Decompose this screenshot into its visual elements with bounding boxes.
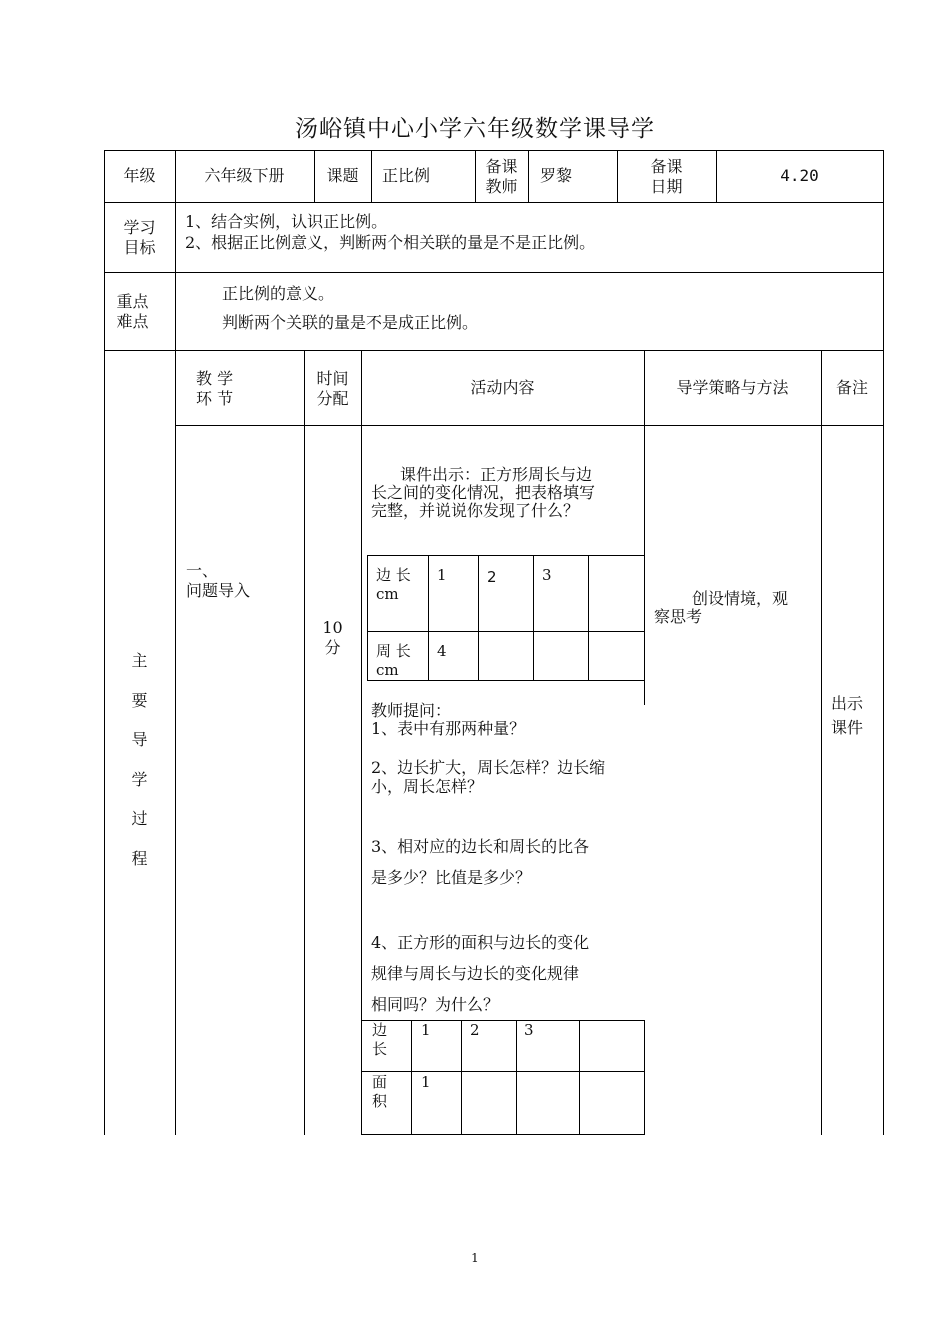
- table-cell: 1: [421, 1073, 431, 1091]
- document-title: 汤峪镇中心小学六年级数学课导学: [295, 116, 655, 142]
- stage-name: 一、 问题导入: [186, 561, 251, 600]
- note-text: 出示 课件: [831, 694, 864, 737]
- keypoints-label: 重点 难点: [116, 292, 149, 331]
- question-2-line-1: 2、边长扩大，周长怎样？边长缩: [371, 758, 606, 777]
- table-cell: 3: [524, 1021, 534, 1039]
- time-allocation: 10 分: [322, 618, 343, 657]
- grade-value: 六年级下册: [204, 166, 285, 185]
- keypoint-line-2: 判断两个关联的量是不是成正比例。: [222, 313, 479, 332]
- question-4-line-3: 相同吗？为什么？: [371, 995, 500, 1014]
- table-cell: 2: [470, 1021, 480, 1039]
- keypoint-line-1: 正比例的意义。: [222, 284, 335, 303]
- grade-label: 年级: [123, 166, 156, 185]
- question-4-line-1: 4、正方形的面积与边长的变化: [371, 933, 590, 952]
- date-value: 4.20: [780, 166, 819, 185]
- questions-title: 教师提问：: [371, 701, 452, 720]
- table-cell: 面 积: [372, 1073, 388, 1110]
- intro-line-3: 完整，并说说你发现了什么？: [371, 501, 580, 520]
- topic-label: 课题: [326, 166, 359, 185]
- method-column-header: 导学策略与方法: [676, 378, 789, 397]
- objective-line-1: 1、结合实例，认识正比例。: [185, 212, 388, 231]
- table-cell: 周 长 cm: [376, 642, 411, 679]
- method-line-1: 创设情境，观: [692, 589, 789, 608]
- table-cell: 1: [437, 566, 447, 584]
- table-cell: 2: [487, 568, 497, 586]
- question-3-line-2: 是多少？比值是多少？: [371, 868, 532, 887]
- note-column-header: 备注: [835, 378, 868, 397]
- intro-line-2: 长之间的变化情况，把表格填写: [371, 483, 596, 502]
- teacher-label: 备课 教师: [485, 157, 518, 196]
- question-2-line-2: 小，周长怎样？: [371, 777, 484, 796]
- stage-column-header: 教 学 环 节: [196, 369, 234, 408]
- table-cell: 边 长: [372, 1021, 388, 1058]
- topic-value: 正比例: [382, 166, 431, 185]
- time-column-header: 时间 分配: [316, 369, 349, 408]
- question-3-line-1: 3、相对应的边长和周长的比各: [371, 837, 590, 856]
- objectives-label: 学习 目标: [123, 218, 156, 257]
- table-cell: 4: [437, 642, 447, 660]
- table-cell: 3: [542, 566, 552, 584]
- teacher-value: 罗黎: [540, 166, 573, 185]
- content-column-header: 活动内容: [470, 378, 535, 397]
- date-label: 备课 日期: [650, 157, 683, 196]
- table-cell: 边 长 cm: [376, 566, 411, 603]
- question-4-line-2: 规律与周长与边长的变化规律: [371, 964, 580, 983]
- question-1: 1、表中有那两种量？: [371, 719, 526, 738]
- method-line-2: 察思考: [654, 607, 703, 626]
- intro-line-1: 课件出示：正方形周长与边: [400, 465, 593, 484]
- page-number: 1: [471, 1251, 479, 1265]
- process-side-label: 主 要 导 学 过 程: [131, 651, 148, 868]
- table-cell: 1: [421, 1021, 431, 1039]
- objective-line-2: 2、根据正比例意义，判断两个相关联的量是不是正比例。: [185, 233, 596, 252]
